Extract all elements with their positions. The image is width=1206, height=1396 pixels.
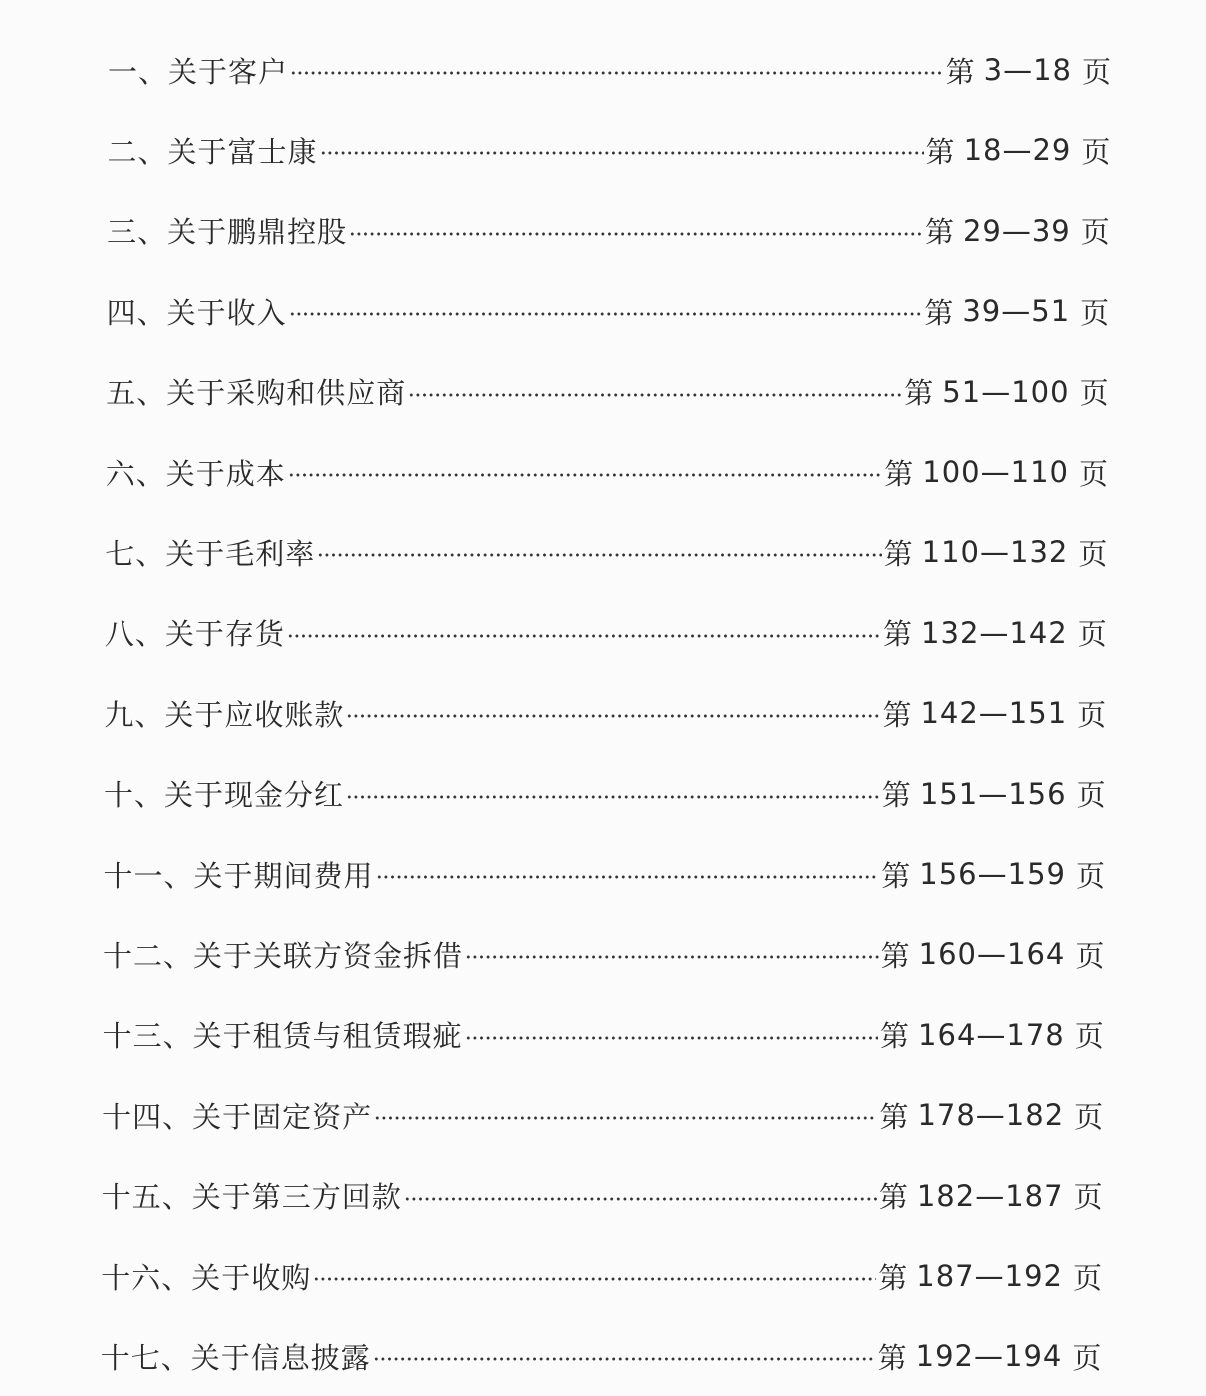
- page-range: 182—187: [916, 1178, 1064, 1213]
- page-prefix: 第: [945, 54, 976, 89]
- toc-entry-7: [105, 530, 1108, 574]
- dot-leader: [346, 795, 880, 799]
- page-range: 156—159: [919, 857, 1066, 891]
- toc-entry-pages: [882, 773, 1107, 814]
- toc-entry-13: [103, 1013, 1105, 1057]
- toc-entry-pages: [879, 1095, 1104, 1136]
- page-prefix: 第: [877, 1340, 908, 1375]
- toc-entry-8: [105, 611, 1108, 655]
- toc-entry-pages: [881, 934, 1106, 975]
- page-prefix: 第: [879, 1099, 910, 1134]
- toc-entry-title: 五、关于采购和供应商: [106, 376, 407, 411]
- page-range: 3—18: [983, 53, 1072, 87]
- toc-entry-6: [106, 450, 1109, 494]
- toc-entry-title: 二、关于富士康: [107, 134, 318, 169]
- toc-entry-2: [108, 128, 1112, 172]
- toc-entry-15: [102, 1174, 1104, 1218]
- toc-entry-title: 十七、关于信息披露: [100, 1340, 371, 1375]
- toc-entry-title: 九、关于应收账款: [104, 697, 345, 732]
- toc-entry-pages: [946, 50, 1112, 91]
- toc-entry-pages: [880, 1014, 1105, 1055]
- toc-entry-9: [104, 691, 1107, 735]
- page-prefix: 第: [924, 295, 955, 330]
- page-suffix: 页: [1072, 1260, 1103, 1295]
- toc-entry-pages: [879, 1175, 1104, 1216]
- page-range: 160—164: [918, 937, 1066, 972]
- page-suffix: 页: [1081, 54, 1112, 89]
- toc-entry-title: 十五、关于第三方回款: [101, 1180, 402, 1215]
- dot-leader: [374, 1116, 877, 1120]
- toc-entry-3: [107, 209, 1111, 253]
- toc-entry-title: 十一、关于期间费用: [103, 858, 374, 893]
- dot-leader: [404, 1197, 877, 1201]
- page-suffix: 页: [1077, 617, 1108, 652]
- page-prefix: 第: [924, 215, 955, 250]
- page-range: 100—110: [922, 455, 1069, 489]
- toc-entry-title: 十、关于现金分红: [103, 778, 344, 813]
- dot-leader: [289, 312, 923, 316]
- page-prefix: 第: [881, 858, 912, 893]
- page-prefix: 第: [883, 617, 914, 652]
- dot-leader: [287, 634, 881, 638]
- toc-entry-title: 七、关于毛利率: [105, 536, 316, 571]
- toc-entry-title: 十六、关于收购: [101, 1260, 312, 1295]
- toc-entry-pages: [926, 130, 1112, 171]
- page-suffix: 页: [1075, 938, 1106, 973]
- page-suffix: 页: [1078, 456, 1109, 491]
- toc-entry-pages: [904, 371, 1109, 412]
- toc-entry-pages: [924, 291, 1110, 332]
- page-prefix: 第: [883, 536, 914, 571]
- page-range: 151—156: [919, 776, 1067, 811]
- page-range: 39—51: [962, 294, 1071, 329]
- page-prefix: 第: [878, 1180, 909, 1215]
- dot-leader: [317, 553, 881, 557]
- page-prefix: 第: [881, 778, 912, 813]
- toc-entry-pages: [925, 210, 1111, 251]
- toc-entry-pages: [883, 612, 1108, 653]
- toc-entry-12: [103, 932, 1105, 976]
- toc-entry-title: 十二、关于关联方资金拆借: [103, 938, 464, 973]
- toc-entry-title: 四、关于收入: [106, 295, 287, 330]
- toc-entry-pages: [881, 854, 1106, 895]
- dot-leader: [376, 875, 880, 879]
- toc-entry-5: [106, 370, 1109, 414]
- page-prefix: 第: [882, 697, 913, 732]
- page-suffix: 页: [1073, 1180, 1104, 1215]
- toc-entry-11: [104, 852, 1107, 896]
- dot-leader: [290, 71, 944, 75]
- toc-entry-pages: [884, 452, 1109, 493]
- dot-leader: [349, 232, 923, 236]
- page-range: 142—151: [920, 696, 1068, 731]
- page-suffix: 页: [1078, 536, 1109, 571]
- toc-entry-title: 十三、关于租赁与租赁瑕疵: [102, 1019, 463, 1054]
- toc-entry-10: [104, 772, 1107, 816]
- page-prefix: 第: [884, 456, 915, 491]
- toc-entry-title: 三、关于鹏鼎控股: [107, 215, 348, 250]
- dot-leader: [465, 955, 879, 959]
- page-suffix: 页: [1079, 376, 1110, 411]
- toc-entry-title: 十四、关于固定资产: [102, 1099, 373, 1134]
- toc-entry-pages: [882, 693, 1107, 734]
- page-suffix: 页: [1077, 697, 1108, 732]
- page-suffix: 页: [1075, 858, 1106, 893]
- toc-entry-title: 六、关于成本: [105, 456, 286, 491]
- dot-leader: [373, 1357, 876, 1361]
- page-suffix: 页: [1081, 134, 1112, 169]
- toc-entry-14: [102, 1093, 1104, 1137]
- page-range: 110—132: [921, 535, 1069, 570]
- page-range: 132—142: [921, 615, 1068, 650]
- toc-entry-pages: [878, 1256, 1103, 1297]
- page-suffix: 页: [1080, 215, 1111, 250]
- page-suffix: 页: [1076, 778, 1107, 813]
- toc-entry-1: [108, 48, 1112, 92]
- toc-entry-4: [107, 289, 1111, 333]
- page-suffix: 页: [1080, 295, 1111, 330]
- page-prefix: 第: [880, 938, 911, 973]
- page-suffix: 页: [1072, 1340, 1103, 1375]
- page-prefix: 第: [880, 1019, 911, 1054]
- page-range: 164—178: [918, 1017, 1065, 1052]
- page-prefix: 第: [925, 134, 956, 169]
- dot-leader: [313, 1277, 876, 1281]
- page-range: 187—192: [916, 1259, 1063, 1293]
- page-range: 29—39: [962, 213, 1071, 248]
- dot-leader: [320, 151, 924, 155]
- toc-entry-pages: [878, 1336, 1103, 1377]
- dot-leader: [346, 714, 880, 718]
- page-range: 192—194: [915, 1339, 1063, 1374]
- toc-entry-16: [101, 1254, 1103, 1298]
- page-prefix: 第: [904, 376, 935, 411]
- page-prefix: 第: [878, 1260, 909, 1295]
- page-range: 51—100: [942, 374, 1070, 409]
- page-range: 18—29: [963, 133, 1072, 168]
- dot-leader: [465, 1036, 878, 1040]
- toc-entry-title: 八、关于存货: [104, 617, 285, 652]
- page-suffix: 页: [1074, 1099, 1105, 1134]
- toc-entry-17: [101, 1334, 1103, 1378]
- toc-entry-title: 一、关于客户: [108, 54, 289, 89]
- dot-leader: [288, 473, 882, 477]
- page-suffix: 页: [1074, 1019, 1105, 1054]
- page-range: 178—182: [917, 1098, 1065, 1133]
- dot-leader: [408, 393, 902, 397]
- toc-entry-pages: [884, 532, 1109, 573]
